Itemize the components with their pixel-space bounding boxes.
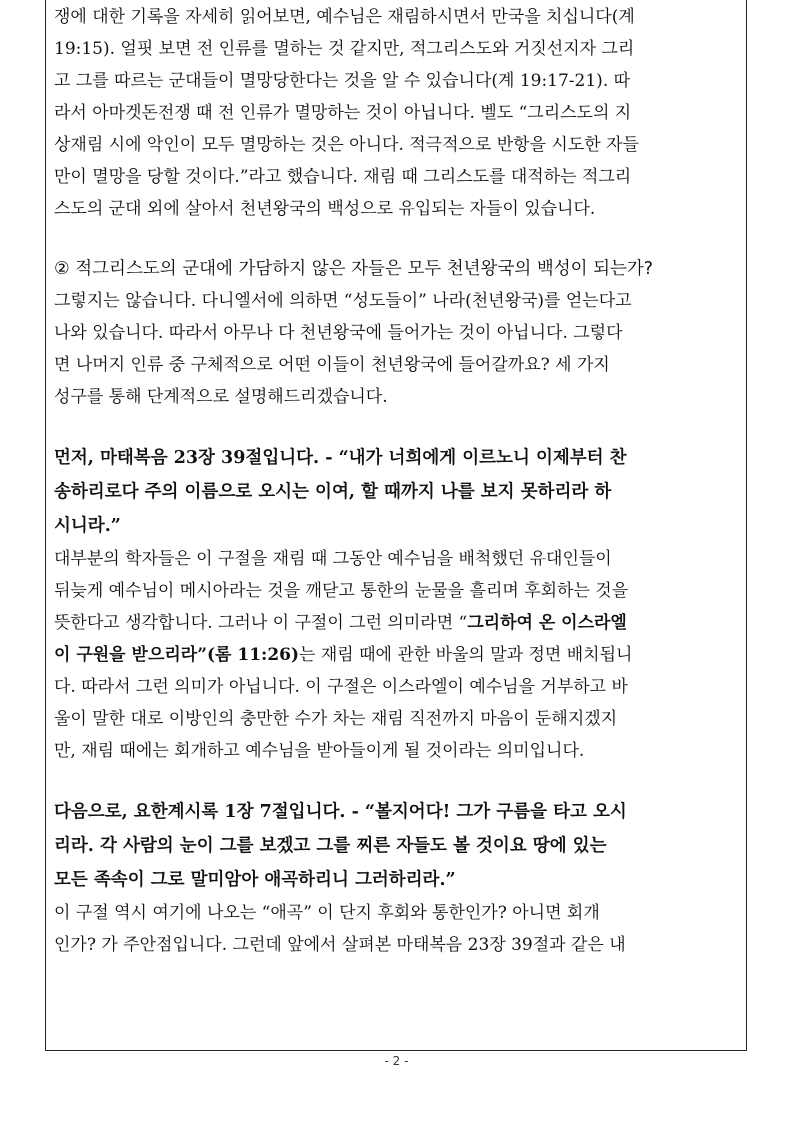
bold-quote: 이 구원을 받으리라 — [54, 645, 198, 665]
bold-reference: ”(롬 11:26) — [197, 645, 300, 665]
bold-quote: 그리하여 온 이스라엘 — [467, 613, 627, 633]
scripture-quote: 먼저, 마태복음 23장 39절입니다. - “내가 너희에게 이르노니 이제부터 찬 — [54, 448, 627, 468]
paragraph-1 — [54, 1, 740, 225]
text-line: 만, 재림 때에는 회개하고 예수님을 받아들이게 될 것이라는 의미입니다. — [54, 741, 585, 761]
text-line: 나와 있습니다. 따라서 아무나 다 천년왕국에 들어가는 것이 아닙니다. 그렇다 — [54, 323, 623, 343]
text-line: 성구를 통해 단계적으로 설명해드리겠습니다. — [54, 387, 388, 407]
text-line: 다. 따라서 그런 의미가 아닙니다. 이 구절은 이스라엘이 예수님을 거부하고 바 — [54, 677, 628, 697]
scripture-quote: 모든 족속이 그로 말미암아 애곡하리니 그러하리라.” — [54, 870, 456, 890]
text-span: 는 재림 때에 관한 바울의 말과 정면 배치됩니 — [299, 645, 633, 665]
text-line: 면 나머지 인류 중 구체적으로 어떤 이들이 천년왕국에 들어갈까요? 세 가지 — [54, 355, 610, 375]
text-line: 상재림 시에 악인이 모두 멸망하는 것은 아니다. 적극적으로 반항을 시도한 자들 — [54, 135, 639, 155]
text-line: 대부분의 학자들은 이 구절을 재림 때 그동안 예수님을 배척했던 유대인들이 — [54, 549, 612, 569]
text-line: 그렇지는 않습니다. 다니엘서에 의하면 “성도들이” 나라(천년왕국)를 얻는다고 — [54, 291, 632, 311]
text-line: 울이 말한 대로 이방인의 충만한 수가 차는 재림 직전까지 마음이 둔해지겠지 — [54, 709, 618, 729]
text-line — [54, 607, 740, 639]
scripture-quote: 리라. 각 사람의 눈이 그를 보겠고 그를 찌른 자들도 볼 것이요 땅에 있는 — [54, 836, 607, 856]
text-line: 쟁에 대한 기록을 자세히 읽어보면, 예수님은 재림하시면서 만국을 치십니다(계 — [54, 7, 635, 27]
text-line: 고 그를 따르는 군대들이 멸망당한다는 것을 알 수 있습니다(계 19:17-21). 따 — [54, 71, 631, 91]
section-3 — [54, 441, 740, 767]
text-line: 이 구절 역시 여기에 나오는 “애곡” 이 단지 후회와 통한인가? 아니면 회개 — [54, 903, 600, 923]
scripture-quote: 송하리로다 주의 이름으로 오시는 이여, 할 때까지 나를 보지 못하리라 하 — [54, 482, 612, 502]
scripture-quote: 다음으로, 요한계시록 1장 7절입니다. - “볼지어다! 그가 구름을 타고 오시 — [54, 802, 627, 822]
section-heading: ② 적그리스도의 군대에 가담하지 않은 자들은 모두 천년왕국의 백성이 되는가? — [54, 259, 654, 279]
text-line: 스도의 군대 외에 살아서 천년왕국의 백성으로 유입되는 자들이 있습니다. — [54, 199, 596, 219]
page-number: - 2 - — [384, 1054, 409, 1068]
text-line: 인가? 가 주안점입니다. 그런데 앞에서 살펴본 마태복음 23장 39절과 같은 내 — [54, 935, 626, 955]
text-line: 만이 멸망을 당할 것이다.”라고 했습니다. 재림 때 그리스도를 대적하는 적그리 — [54, 167, 632, 187]
section-2 — [54, 253, 740, 413]
text-span: 뜻한다고 생각합니다. 그러나 이 구절이 그런 의미라면 “ — [54, 613, 468, 633]
text-line — [54, 639, 740, 671]
document-body — [54, 0, 740, 961]
text-line: 뒤늦게 예수님이 메시아라는 것을 깨닫고 통한의 눈물을 흘리며 후회하는 것을 — [54, 581, 629, 601]
section-4 — [54, 795, 740, 961]
text-line: 19:15). 얼핏 보면 전 인류를 멸하는 것 같지만, 적그리스도와 거짓선지자 그리 — [54, 39, 635, 59]
scripture-quote: 시니라.” — [54, 516, 121, 536]
text-line: 라서 아마겟돈전쟁 때 전 인류가 멸망하는 것이 아닙니다. 벨도 “그리스도의 지 — [54, 103, 632, 123]
